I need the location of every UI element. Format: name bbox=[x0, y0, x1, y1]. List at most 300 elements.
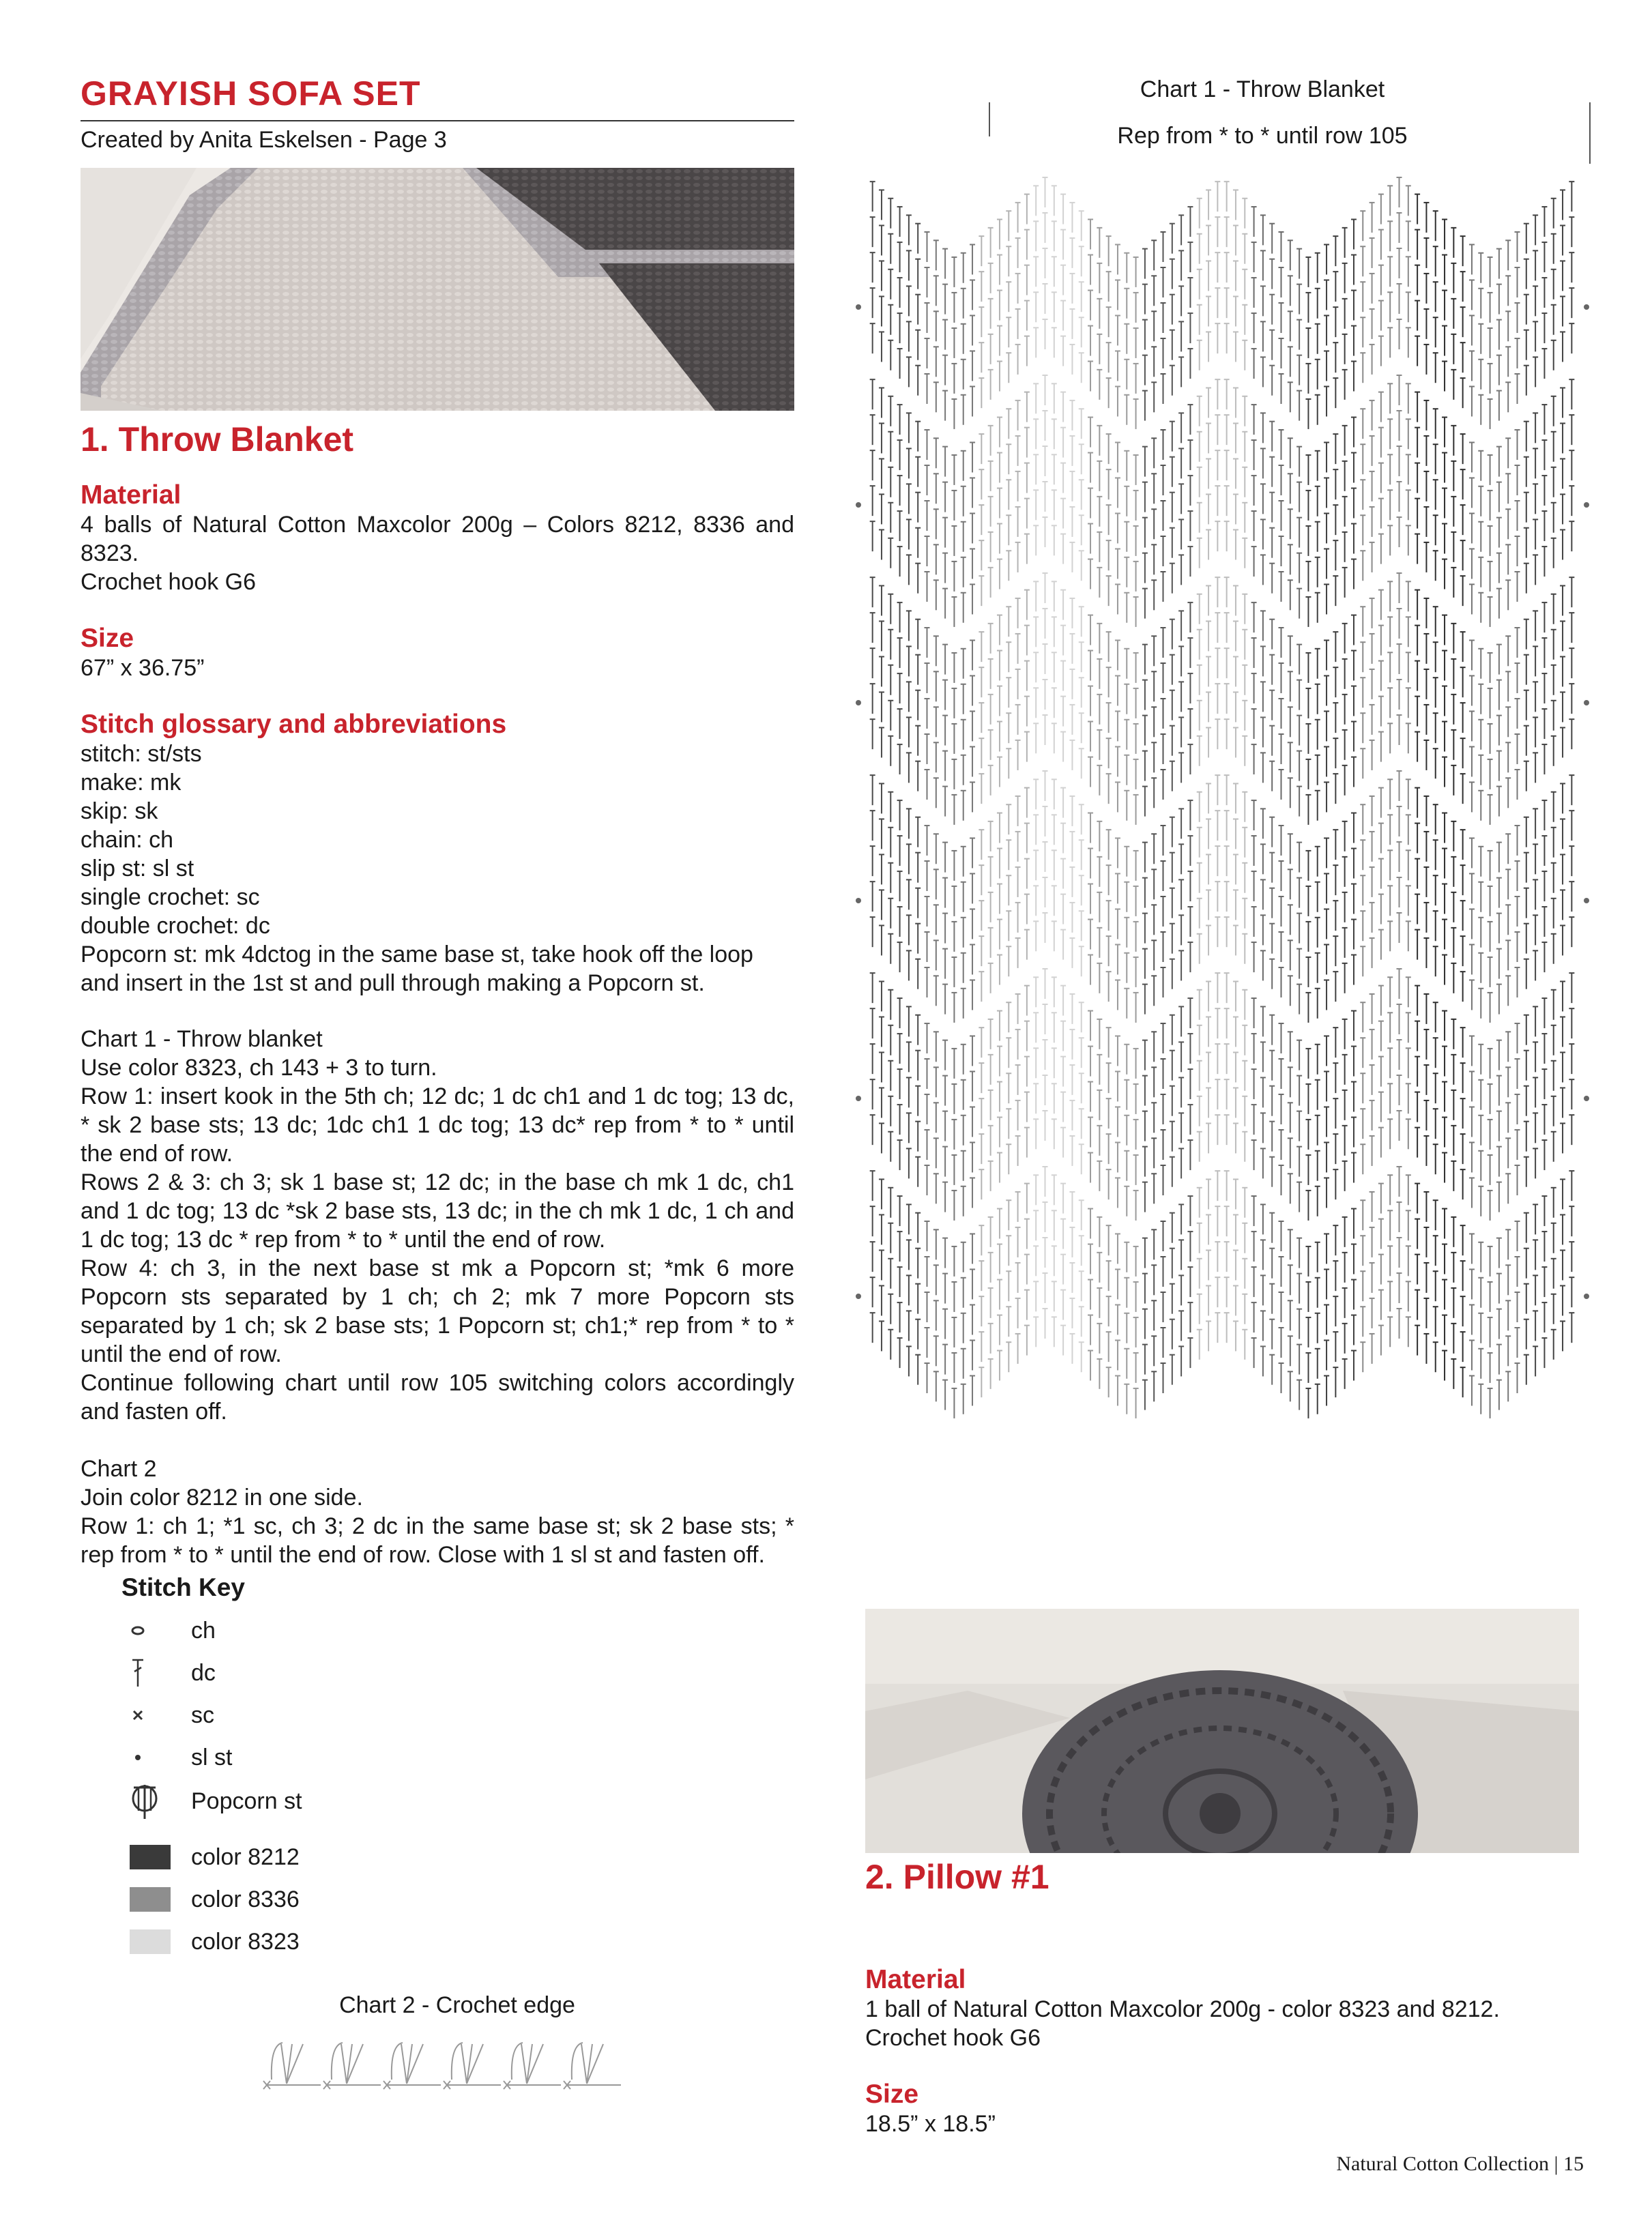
chart1-stitch-column bbox=[997, 813, 1002, 985]
chart1-stitch-column bbox=[915, 619, 921, 791]
chart1-stitch-column bbox=[942, 447, 948, 619]
chart1-stitch-column bbox=[1260, 1204, 1266, 1376]
chart2-caption: Chart 2 - Crochet edge bbox=[339, 1992, 575, 2018]
chart1-stitch-column bbox=[1124, 847, 1129, 1019]
chart1-stitch-column bbox=[1378, 788, 1384, 960]
stitch-key-label: dc bbox=[191, 1659, 216, 1686]
chart1-stitch-column bbox=[1533, 1006, 1538, 1178]
chart1-stitch-column bbox=[879, 585, 884, 757]
chart1-stitch-column bbox=[1215, 973, 1220, 1145]
chart1-stitch-column bbox=[915, 817, 921, 989]
chart1-stitch-column bbox=[961, 1242, 966, 1414]
chart1-stitch-column bbox=[1170, 817, 1175, 989]
chart1-stitch-column bbox=[1387, 1175, 1393, 1347]
chart1-stitch-column bbox=[1342, 426, 1348, 598]
chart1-stitch-column bbox=[1515, 430, 1520, 602]
glossary-item: slip st: sl st bbox=[81, 856, 194, 881]
chart1-stitch-column bbox=[1197, 990, 1202, 1162]
pillow-size-label: Size bbox=[865, 2080, 919, 2109]
chart1-stitch-column bbox=[1296, 447, 1302, 619]
chart1-stitch-column bbox=[1097, 228, 1102, 400]
chart1-stitch-column bbox=[1206, 981, 1211, 1153]
chart2-edge-diagram bbox=[259, 2032, 641, 2097]
chart1-stitch-column bbox=[1015, 598, 1021, 770]
chart1-stitch-column bbox=[1488, 257, 1493, 429]
footer-collection: Natural Cotton Collection bbox=[1336, 2153, 1549, 2175]
chart1-stitch-column bbox=[1333, 236, 1338, 408]
chart1-stitch-column bbox=[970, 244, 975, 416]
chart1-stitch-column bbox=[1106, 1027, 1112, 1199]
chart1-stitch-column bbox=[1187, 1196, 1193, 1368]
chart1-stitch-column bbox=[1206, 1179, 1211, 1351]
chart1-stitch-column bbox=[1469, 1234, 1475, 1405]
chart1-stitch-column bbox=[997, 220, 1002, 392]
chart1-stitch-column bbox=[1133, 851, 1139, 1023]
continue-instruction: Continue following chart until row 105 switching colors accordingly and fasten off. bbox=[81, 1370, 794, 1425]
stitch-key-label: sl st bbox=[191, 1744, 233, 1770]
chart1-stitch-column bbox=[1397, 573, 1402, 745]
chart1-stitch-column bbox=[1305, 257, 1311, 429]
chart1-stitch-column bbox=[1161, 232, 1166, 404]
chart1-stitch-column bbox=[970, 838, 975, 1010]
chart1-stitch-column bbox=[1106, 236, 1112, 408]
chart1-stitch-column bbox=[1406, 1175, 1411, 1347]
chart1-stitch-column bbox=[1197, 1188, 1202, 1360]
chart1-stitch-column bbox=[1151, 240, 1157, 412]
chart1-stitch-column bbox=[1305, 1246, 1311, 1418]
chart1-stitch-column bbox=[1515, 1023, 1520, 1195]
chart1-stitch-column bbox=[1242, 396, 1247, 568]
hook-text: Crochet hook G6 bbox=[81, 569, 257, 595]
footer-page-number: 15 bbox=[1563, 2153, 1584, 2175]
chart1-stitch-column bbox=[1496, 645, 1502, 817]
chart1-stitch-column bbox=[1161, 1221, 1166, 1393]
chart1-stitch-column bbox=[942, 1238, 948, 1410]
chart1-stitch-column bbox=[961, 451, 966, 623]
chart1-stitch-column bbox=[942, 843, 948, 1015]
chart1-stitch-column bbox=[1488, 455, 1493, 627]
chart1-stitch-column bbox=[970, 1234, 975, 1405]
chart1-stitch-column bbox=[1478, 451, 1483, 623]
chart1-stitch-column bbox=[1505, 1032, 1511, 1204]
chart1-stitch-column bbox=[1033, 977, 1039, 1149]
chart1-stitch-column bbox=[951, 455, 957, 627]
chart1-stitch-column bbox=[1033, 383, 1039, 555]
glossary-item: single crochet: sc bbox=[81, 884, 260, 910]
chart1-stitch-column bbox=[1043, 177, 1048, 349]
chart2-edge-motif bbox=[504, 2043, 561, 2089]
chart1-stitch-column bbox=[1478, 847, 1483, 1019]
chart1-stitch-column bbox=[1224, 1171, 1230, 1343]
chart1-stitch-column bbox=[979, 434, 984, 606]
chart1-stitch-column bbox=[1524, 224, 1529, 396]
slip-stitch-symbol-icon bbox=[130, 1744, 191, 1771]
chart1-stitch-column bbox=[897, 405, 903, 577]
chart1-stitch-column bbox=[1242, 199, 1247, 370]
chart1-stitch-column bbox=[1296, 645, 1302, 817]
chart1-stitch-column bbox=[970, 640, 975, 812]
chart1-edge-marker bbox=[1584, 1096, 1589, 1101]
chart2-join: Join color 8212 in one side. bbox=[81, 1485, 363, 1511]
chart1-stitch-column bbox=[870, 775, 875, 947]
chart1-stitch-column bbox=[1433, 607, 1438, 778]
chart1-stitch-column bbox=[1097, 1217, 1102, 1389]
glossary-item: make: mk bbox=[81, 770, 182, 796]
section-heading-pillow: 2. Pillow #1 bbox=[865, 1858, 1049, 1896]
footer-separator: | bbox=[1554, 2153, 1563, 2175]
chart1-stitch-column bbox=[1033, 1175, 1039, 1347]
chart1-stitch-column bbox=[1170, 422, 1175, 594]
popcorn-stitch-symbol-icon bbox=[130, 1788, 191, 1815]
chart1-stitch-column bbox=[1423, 1192, 1429, 1364]
chart1-stitch-column bbox=[1433, 804, 1438, 976]
chart1-stitch-column bbox=[1333, 830, 1338, 1002]
chart1-stitch-column bbox=[1260, 413, 1266, 585]
chart1-stitch-column bbox=[1033, 186, 1039, 358]
chart1-stitch-column bbox=[1560, 1179, 1565, 1351]
chart1-stitch-column bbox=[1124, 1045, 1129, 1216]
chart1-stitch-column bbox=[1333, 1225, 1338, 1397]
chart1-stitch-column bbox=[1423, 203, 1429, 375]
pillow-size-text: 18.5” x 18.5” bbox=[865, 2111, 996, 2137]
chart1-stitch-column bbox=[906, 1204, 912, 1376]
chart1-stitch-column bbox=[1469, 1036, 1475, 1208]
color-key-label: color 8212 bbox=[191, 1843, 300, 1870]
chart1-stitch-column bbox=[1288, 1229, 1293, 1401]
chart1-stitch-column bbox=[988, 426, 994, 598]
chart1-stitch-column bbox=[1052, 779, 1057, 951]
chart1-stitch-column bbox=[1097, 1019, 1102, 1191]
chart1-stitch-column bbox=[1296, 1238, 1302, 1410]
chart1-stitch-column bbox=[1387, 779, 1393, 951]
chart1-stitch-column bbox=[1442, 1011, 1447, 1183]
chart1-stitch-column bbox=[1478, 1242, 1483, 1414]
chart1-stitch-column bbox=[1551, 199, 1556, 370]
chart1-stitch-column bbox=[1433, 211, 1438, 383]
chart1-stitch-column bbox=[979, 632, 984, 804]
chart1-stitch-column bbox=[1397, 375, 1402, 547]
chart1-stitch-column bbox=[979, 1225, 984, 1397]
chart1-stitch-column bbox=[925, 430, 930, 602]
chart1-stitch-column bbox=[870, 1171, 875, 1343]
chart1-stitch-column bbox=[1251, 1196, 1257, 1368]
chart1-stitch-column bbox=[979, 236, 984, 408]
chart1-stitch-column bbox=[1378, 194, 1384, 366]
chart1-stitch-column bbox=[1397, 969, 1402, 1141]
chart1-stitch-column bbox=[933, 1032, 939, 1204]
chart1-stitch-column bbox=[1541, 1196, 1547, 1368]
chart1-stitch-column bbox=[1478, 1045, 1483, 1216]
chart1-stitch-column bbox=[1324, 1036, 1329, 1208]
chart1-stitch-column bbox=[1260, 215, 1266, 387]
chart1-stitch-column bbox=[1360, 409, 1365, 581]
throw-blanket-photo bbox=[81, 168, 794, 411]
chart1-stitch-column bbox=[1279, 1221, 1284, 1393]
chart1-stitch-column bbox=[1115, 640, 1120, 812]
chart1-stitch-column bbox=[1269, 224, 1275, 396]
chart1-stitch-column bbox=[1215, 1171, 1220, 1343]
chart1-stitch-column bbox=[988, 624, 994, 796]
chart1-stitch-column bbox=[979, 830, 984, 1002]
chart1-stitch-column bbox=[1197, 594, 1202, 766]
chart1-stitch-column bbox=[1569, 775, 1574, 947]
chart1-stitch-column bbox=[925, 826, 930, 997]
chart1-stitch-column bbox=[1551, 594, 1556, 766]
chart1-stitch-column bbox=[1551, 1188, 1556, 1360]
chart1-stitch-column bbox=[1069, 400, 1075, 572]
chart1-edge-marker bbox=[856, 898, 861, 903]
chart1-stitch-column bbox=[951, 257, 957, 429]
chart1-stitch-column bbox=[1305, 851, 1311, 1023]
chart1-stitch-column bbox=[1069, 994, 1075, 1166]
chart1-stitch-column bbox=[1015, 400, 1021, 572]
chart1-stitch-column bbox=[879, 1179, 884, 1351]
chart1-stitch-column bbox=[1324, 442, 1329, 614]
chart1-stitch-column bbox=[1378, 986, 1384, 1158]
chart1-stitch-column bbox=[988, 821, 994, 993]
chart1-stitch-column bbox=[1515, 826, 1520, 997]
chart1-stitch-column bbox=[1178, 808, 1184, 980]
chart1-stitch-column bbox=[1541, 602, 1547, 774]
chart2-edge-motif bbox=[263, 2043, 321, 2089]
chart1-stitch-column bbox=[1178, 1204, 1184, 1376]
chart1-stitch-column bbox=[1315, 649, 1320, 821]
chart1-stitch-column bbox=[942, 645, 948, 817]
chart1-stitch-column bbox=[1015, 203, 1021, 375]
chart1-stitch-column bbox=[1279, 232, 1284, 404]
chart1-stitch-column bbox=[1342, 228, 1348, 400]
color-swatch bbox=[130, 1929, 171, 1954]
chart1-stitch-column bbox=[1524, 1015, 1529, 1187]
chart1-stitch-column bbox=[1106, 434, 1112, 606]
chart1-stitch-column bbox=[1351, 418, 1357, 589]
chart1-stitch-column bbox=[1215, 379, 1220, 551]
chart1-stitch-column bbox=[1488, 653, 1493, 825]
color-swatch bbox=[130, 1887, 171, 1912]
chart1-stitch-column bbox=[1242, 990, 1247, 1162]
chart1-stitch-column bbox=[1515, 232, 1520, 404]
chart1-stitch-column bbox=[1370, 1192, 1375, 1364]
chart1-stitch-column bbox=[1442, 1209, 1447, 1381]
chart1-stitch-column bbox=[1251, 800, 1257, 972]
chart1-stitch-column bbox=[1541, 207, 1547, 379]
chart1-stitch-column bbox=[1423, 598, 1429, 770]
chart1-stitch-column bbox=[1360, 1200, 1365, 1372]
chart1-stitch-column bbox=[1097, 624, 1102, 796]
stitch-key-row bbox=[130, 1744, 232, 1771]
chart1-stitch-column bbox=[1370, 203, 1375, 375]
chart1-stitch-column bbox=[1460, 830, 1466, 1002]
chart1-stitch-column bbox=[1288, 1032, 1293, 1204]
size-label: Size bbox=[81, 624, 134, 653]
chart1-stitch-column bbox=[1106, 1225, 1112, 1397]
pillow-material-label: Material bbox=[865, 1965, 966, 1994]
chart1-stitch-column bbox=[925, 628, 930, 800]
chart1-stitch-column bbox=[1079, 607, 1084, 778]
chart1-stitch-column bbox=[1551, 396, 1556, 568]
chart1-stitch-column bbox=[961, 1045, 966, 1216]
chart1-stitch-column bbox=[1460, 632, 1466, 804]
chart1-stitch-column bbox=[897, 800, 903, 972]
stitch-key-row bbox=[130, 1617, 216, 1644]
chart1-stitch-column bbox=[1415, 788, 1420, 960]
chart2-edge-motif bbox=[383, 2043, 441, 2089]
chart1-stitch-column bbox=[1215, 577, 1220, 749]
chart1-stitch-column bbox=[1541, 998, 1547, 1170]
chart1-instructions bbox=[81, 1025, 794, 1426]
chart1-stitch-column bbox=[915, 422, 921, 594]
chart1-stitch-column bbox=[1533, 808, 1538, 980]
chart1-stitch-column bbox=[1088, 220, 1093, 392]
chart1-start: Use color 8323, ch 143 + 3 to turn. bbox=[81, 1055, 437, 1081]
chart1-stitch-column bbox=[915, 1015, 921, 1187]
color-key-row bbox=[130, 1886, 300, 1913]
chart1-stitch-column bbox=[1079, 804, 1084, 976]
chart1-stitch-column bbox=[1170, 224, 1175, 396]
chart1-stitch-column bbox=[1370, 796, 1375, 968]
chart1-stitch-column bbox=[1024, 590, 1030, 762]
chart1-stitch-column bbox=[1460, 1027, 1466, 1199]
chart1-diagram bbox=[853, 102, 1593, 1474]
chart1-stitch-column bbox=[1569, 1171, 1574, 1343]
chart1-stitch-column bbox=[879, 388, 884, 559]
chart1-stitch-column bbox=[1524, 817, 1529, 989]
chart1-stitch-column bbox=[1451, 228, 1456, 400]
chart1-stitch-column bbox=[1442, 220, 1447, 392]
chart1-stitch-column bbox=[1079, 409, 1084, 581]
chart1-stitch-column bbox=[1305, 455, 1311, 627]
chart1-stitch-column bbox=[1142, 447, 1148, 619]
chart1-stitch-column bbox=[1079, 1200, 1084, 1372]
chart1-stitch-column bbox=[1233, 981, 1238, 1153]
chart1-stitch-column bbox=[951, 653, 957, 825]
row-4-instruction: Row 4: ch 3, in the next base st mk a Popcorn st; *mk 6 more Popcorn sts separated by 1 ch; ch 2; mk 7 more Popcorn sts separated by 1 ch; sk 2 base sts; 1 Popcorn st; ch1;* rep from * to * until the end of row. bbox=[81, 1255, 794, 1367]
chart1-stitch-column bbox=[1124, 253, 1129, 425]
chart1-stitch-column bbox=[933, 1229, 939, 1401]
chart1-stitch-column bbox=[888, 396, 893, 568]
chart1-stitch-column bbox=[1151, 1229, 1157, 1401]
chart1-stitch-column bbox=[1233, 388, 1238, 559]
stitch-key-title: Stitch Key bbox=[121, 1573, 245, 1601]
chart1-stitch-column bbox=[1433, 1002, 1438, 1174]
chart1-stitch-column bbox=[1043, 969, 1048, 1141]
chart1-stitch-column bbox=[1469, 442, 1475, 614]
chart1-stitch-column bbox=[1043, 771, 1048, 943]
chart1-stitch-column bbox=[1060, 986, 1066, 1158]
chart1-stitch-column bbox=[1469, 640, 1475, 812]
chart1-stitch-column bbox=[1560, 190, 1565, 362]
chart1-stitch-column bbox=[1505, 1229, 1511, 1401]
chart1-stitch-column bbox=[1478, 253, 1483, 425]
chart1-stitch-column bbox=[1187, 207, 1193, 379]
color-key-label: color 8336 bbox=[191, 1886, 300, 1912]
chart1-stitch-column bbox=[961, 253, 966, 425]
chart1-stitch-column bbox=[1370, 400, 1375, 572]
title-divider bbox=[81, 120, 794, 121]
chart1-stitch-column bbox=[1151, 636, 1157, 808]
chart1-stitch-column bbox=[1115, 1234, 1120, 1405]
chart1-stitch-column bbox=[1488, 851, 1493, 1023]
chart1-stitch-column bbox=[1406, 779, 1411, 951]
chart1-stitch-column bbox=[1024, 194, 1030, 366]
chart1-stitch-column bbox=[1269, 1213, 1275, 1385]
chart1-stitch-column bbox=[1496, 1040, 1502, 1212]
chart1-stitch-column bbox=[1351, 813, 1357, 985]
chart1-stitch-column bbox=[1187, 800, 1193, 972]
glossary-item: double crochet: dc bbox=[81, 913, 270, 939]
chart1-stitch-column bbox=[1133, 455, 1139, 627]
chart1-stitch-column bbox=[1478, 649, 1483, 821]
chart1-stitch-column bbox=[1242, 792, 1247, 964]
page-title: GRAYISH SOFA SET bbox=[81, 74, 421, 113]
chart1-stitch-column bbox=[1415, 1184, 1420, 1356]
chart1-stitch-column bbox=[888, 594, 893, 766]
chart1-stitch-column bbox=[1187, 602, 1193, 774]
chart1-stitch-column bbox=[1024, 788, 1030, 960]
chart1-stitch-column bbox=[879, 981, 884, 1153]
chart1-stitch-column bbox=[1505, 438, 1511, 610]
chart1-stitch-column bbox=[1170, 1015, 1175, 1187]
chart1-stitch-column bbox=[906, 808, 912, 980]
chart1-stitch-column bbox=[1423, 796, 1429, 968]
chart1-stitch-column bbox=[979, 1027, 984, 1199]
chart1-stitch-column bbox=[1296, 843, 1302, 1015]
chart1-stitch-column bbox=[1088, 1011, 1093, 1183]
chart1-stitch-column bbox=[897, 602, 903, 774]
chart1-stitch-column bbox=[1233, 190, 1238, 362]
chart1-stitch-column bbox=[1206, 388, 1211, 559]
chart1-edge-marker bbox=[1584, 502, 1589, 508]
chart1-stitch-column bbox=[897, 207, 903, 379]
chart1-stitch-column bbox=[1533, 611, 1538, 783]
chart1-stitch-column bbox=[1324, 838, 1329, 1010]
chart1-stitch-column bbox=[1024, 1184, 1030, 1356]
chart1-stitch-column bbox=[1541, 800, 1547, 972]
popcorn-definition: Popcorn st: mk 4dctog in the same base st, take hook off the loop and insert in the 1st st and pull through making a Popcorn st. bbox=[81, 942, 753, 996]
chart1-stitch-column bbox=[1515, 628, 1520, 800]
glossary-item: stitch: st/sts bbox=[81, 741, 202, 767]
chart1-stitch-column bbox=[1124, 451, 1129, 623]
chart1-stitch-column bbox=[1069, 598, 1075, 770]
chart2-instructions bbox=[81, 1455, 794, 1569]
chart1-stitch-column bbox=[1397, 177, 1402, 349]
stitch-key-label: ch bbox=[191, 1617, 216, 1644]
chart1-stitch-column bbox=[1288, 834, 1293, 1006]
chart1-stitch-column bbox=[1242, 594, 1247, 766]
chart1-stitch-column bbox=[1451, 426, 1456, 598]
chart1-stitch-column bbox=[1124, 1242, 1129, 1414]
pillow-photo bbox=[865, 1609, 1579, 1853]
chart1-stitch-column bbox=[1315, 847, 1320, 1019]
chart1-stitch-column bbox=[1342, 821, 1348, 993]
chart1-stitch-column bbox=[1224, 973, 1230, 1145]
chart1-instructions-heading: Chart 1 - Throw blanket bbox=[81, 1026, 323, 1052]
chart1-stitch-column bbox=[870, 577, 875, 749]
chart1-stitch-column bbox=[1451, 1217, 1456, 1389]
chart1-stitch-column bbox=[1069, 1192, 1075, 1364]
chart1-stitch-column bbox=[1342, 1019, 1348, 1191]
chart1-stitch-column bbox=[1097, 426, 1102, 598]
chart1-edge-marker bbox=[856, 502, 861, 508]
chart1-stitch-column bbox=[1251, 405, 1257, 577]
chart1-stitch-column bbox=[1387, 977, 1393, 1149]
chart1-stitch-column bbox=[1079, 1002, 1084, 1174]
rows-2-3-instruction: Rows 2 & 3: ch 3; sk 1 base st; 12 dc; in the base ch mk 1 dc, ch1 and 1 dc tog; 13 dc *sk 2 base sts, 13 dc; in the ch mk 1 dc, 1 ch and 1 dc tog; 13 dc * rep from * to * until the end of row. bbox=[81, 1169, 794, 1253]
pillow-material-text: 1 ball of Natural Cotton Maxcolor 200g - color 8323 and 8212. bbox=[865, 1996, 1500, 2022]
chart1-stitch-column bbox=[1043, 375, 1048, 547]
chart1-stitch-column bbox=[997, 418, 1002, 589]
chart1-stitch-column bbox=[1187, 998, 1193, 1170]
